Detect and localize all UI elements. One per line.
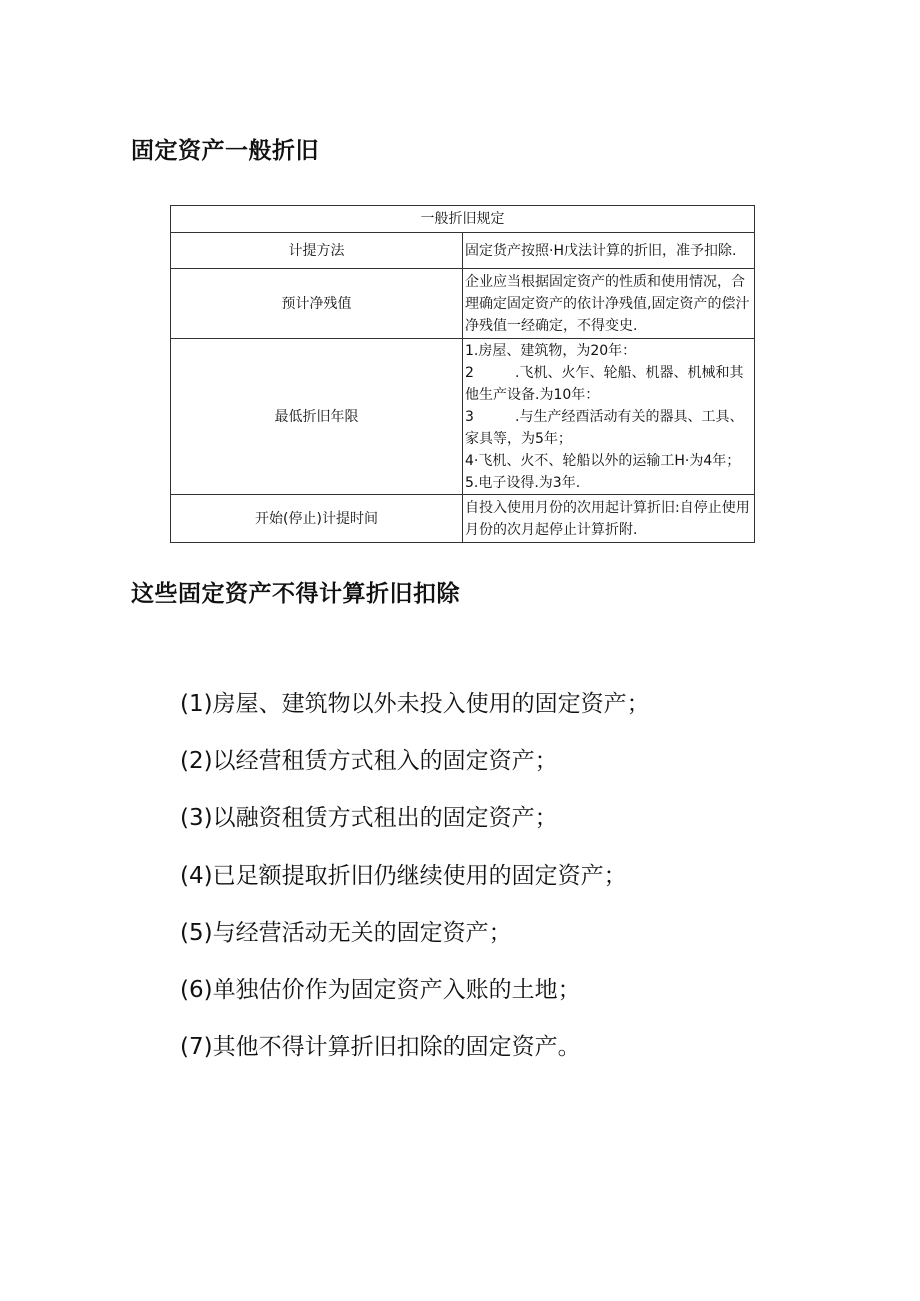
row-content-start-stop: 自投入使用月份的次用起计算折旧:自停止使用月份的次月起停止计算折附. [463,495,755,543]
exclusion-list [180,680,650,1080]
list-item: (3)以融资租赁方式租出的固定资产； [180,805,558,832]
table-header: 一般折旧规定 [171,206,755,233]
list-item: (4)已足额提取折旧仍继续使用的固定资产； [180,862,627,889]
min-years-item-1: 1.房屋、建筑物，为20年： [465,342,637,359]
table-row [171,339,755,495]
list-item: (1)房屋、建筑物以外未投入使用的固定资产； [180,691,650,717]
list-item: (2)以经营租赁方式租入的固定资产； [180,748,558,775]
min-years-item-2 [465,362,752,406]
row-content-residual: 企业应当根据固定资产的性质和使用情况，合理确定固定资产的依计净残值,固定资产的偿汁净残值一经确定，不得变史. [463,269,755,339]
list-item: (6)单独估价作为固定资产入账的土地； [180,976,581,1003]
row-label-residual: 预计净残值 [171,269,463,339]
item-text: .与生产经酉活动有关的器具、工具、家具等，为5年； [465,408,744,447]
table-row [171,495,755,543]
row-label-method: 计提方法 [171,233,463,269]
row-content-min-years [463,339,755,495]
table-header-row [171,206,755,233]
section-title-depreciation: 固定资产一般折旧 [131,138,319,164]
depreciation-rules-table [170,205,755,543]
list-item: (7)其他不得计算折旧扣除的固定资产。 [180,1034,581,1061]
item-number: 3 [465,408,474,425]
row-label-start-stop: 开始(停止)计提时间 [171,495,463,543]
item-number: 2 [465,364,474,381]
min-years-item-4: 4·飞机、火不、轮船以外的运输工H·为4年； [465,452,741,469]
table-row [171,269,755,339]
section-title-exclusions: 这些固定资产不得计算折旧扣除 [131,581,460,607]
table-row [171,233,755,269]
row-label-min-years: 最低折旧年限 [171,339,463,495]
row-content-method: 固定货产按照·H戊法计算的折旧，准予扣除. [463,233,755,269]
list-item: (5)与经营活动无关的固定资产； [180,919,512,946]
item-text: .飞机、火乍、轮船、机器、机械和其他生产设备.为10年： [465,364,744,403]
min-years-item-5: 5.电子设得.为3年. [465,474,581,491]
min-years-item-3 [465,406,752,450]
